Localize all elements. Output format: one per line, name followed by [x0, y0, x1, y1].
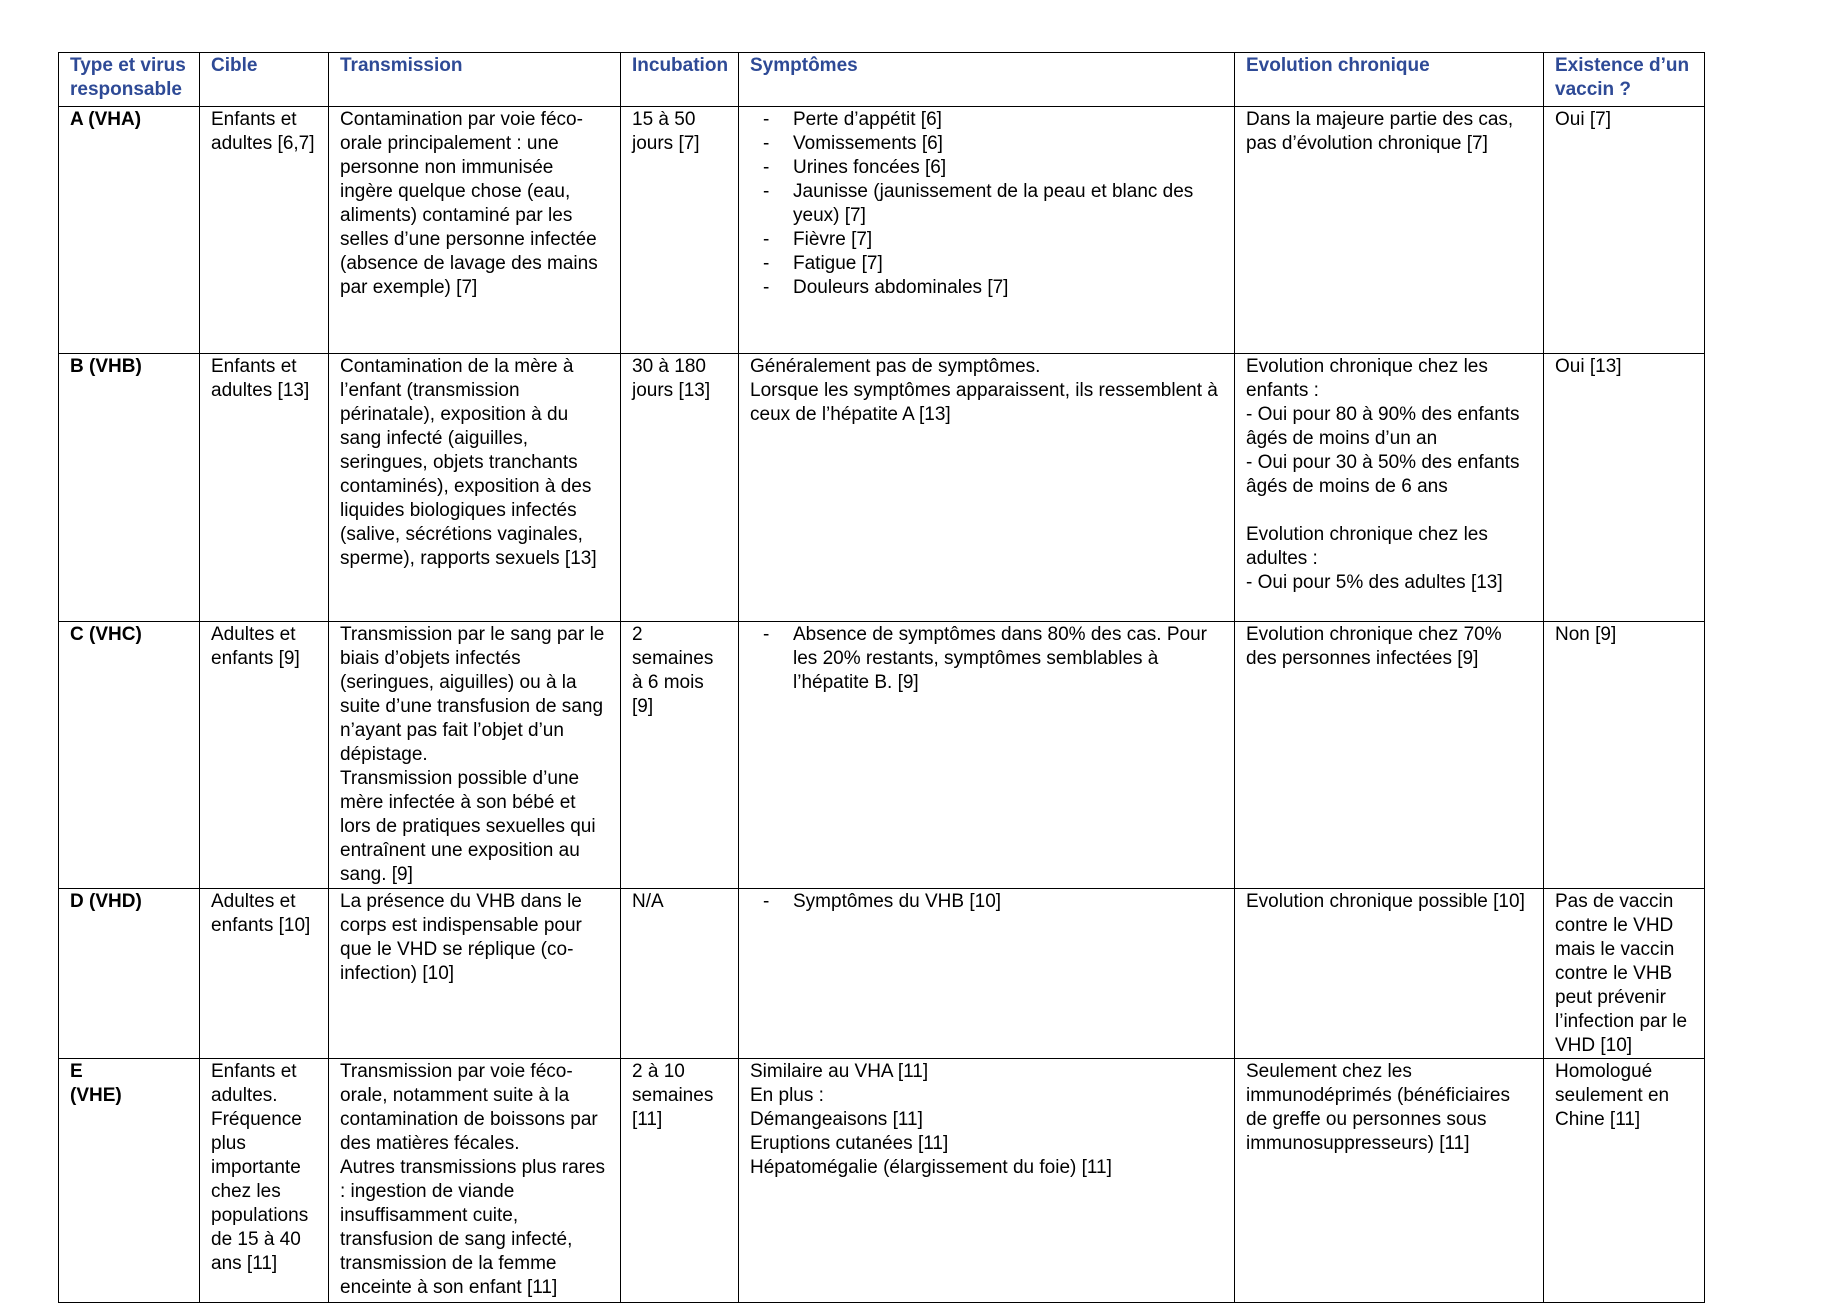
symptom-item: - Douleurs abdominales [7]: [763, 276, 1223, 300]
cell-incubation: 30 à 180 jours [13]: [621, 354, 739, 622]
cell-incubation: 2 à 10 semaines [11]: [621, 1059, 739, 1303]
transmission-text: Contamination de la mère à l’enfant (transmission périnatale), exposition à du sang infecté (aiguilles, seringues, objets tranchants contaminés), exposition à des liquides biologiques infectés (salive, sécrétions vaginales, sperme), rapports sexuels [13]: [340, 356, 597, 569]
cell-incubation: 15 à 50 jours [7]: [621, 107, 739, 354]
symptom-item: - Symptômes du VHB [10]: [763, 890, 1223, 914]
header-evolution: Evolution chronique: [1235, 53, 1544, 107]
cell-vaccin: Oui [13]: [1544, 354, 1705, 622]
type-label: B (VHB): [70, 356, 142, 377]
cell-transmission: [329, 107, 621, 354]
table-body: [59, 107, 1705, 1303]
cell-symptomes: [739, 354, 1235, 622]
cell-type: [59, 354, 200, 622]
transmission-text: Transmission par voie féco-orale, notamment suite à la contamination de boissons par des matières fécales. Autres transmissions plus rares : ingestion de viande insuffisamment cuite, transfusion de sang infecté, transmission de la femme enceinte à son enfant [11]: [340, 1061, 606, 1298]
table-row: [59, 889, 1705, 1059]
header-vaccin: Existence d’un vaccin ?: [1544, 53, 1705, 107]
symptom-item: - Fatigue [7]: [763, 252, 1223, 276]
symptom-line: Lorsque les symptômes apparaissent, ils ressemblent à ceux de l’hépatite A [13]: [750, 380, 1218, 425]
cell-symptomes: [739, 622, 1235, 889]
cell-vaccin: Pas de vaccin contre le VHD mais le vaccin contre le VHB peut prévenir l’infection par le VHD [10]: [1544, 889, 1705, 1059]
cell-cible: Adultes et enfants [10]: [200, 889, 329, 1059]
cell-type: [59, 107, 200, 354]
cell-cible: Enfants et adultes. Fréquence plus importante chez les populations de 15 à 40 ans [11]: [200, 1059, 329, 1303]
cell-symptomes: [739, 107, 1235, 354]
cell-type: [59, 622, 200, 889]
header-cible: Cible: [200, 53, 329, 107]
header-type: Type et virus responsable: [59, 53, 200, 107]
header-row: [59, 53, 1705, 107]
table-row: [59, 107, 1705, 354]
symptom-list: [750, 108, 1223, 300]
symptom-item: - Jaunisse (jaunissement de la peau et blanc des yeux) [7]: [763, 180, 1223, 228]
cell-vaccin: Homologué seulement en Chine [11]: [1544, 1059, 1705, 1303]
symptom-item: - Vomissements [6]: [763, 132, 1223, 156]
symptom-item: - Perte d’appétit [6]: [763, 108, 1223, 132]
evolution-paragraph: Evolution chronique chez les adultes : - Oui pour 5% des adultes [13]: [1246, 524, 1503, 593]
header-transmission: Transmission: [329, 53, 621, 107]
evolution-paragraph: Evolution chronique chez les enfants : - Oui pour 80 à 90% des enfants âgés de moins d’un an - Oui pour 30 à 50% des enfants âgés de moins de 6 ans: [1246, 356, 1520, 497]
type-label: E (VHE): [70, 1061, 122, 1106]
symptom-line: Similaire au VHA [11]: [750, 1061, 929, 1082]
hepatitis-table: [58, 52, 1705, 1303]
cell-transmission: [329, 354, 621, 622]
cell-incubation: 2 semaines à 6 mois [9]: [621, 622, 739, 889]
symptom-list: [750, 623, 1223, 695]
header-incubation: Incubation: [621, 53, 739, 107]
table-row: [59, 354, 1705, 622]
symptom-line: Eruptions cutanées [11]: [750, 1133, 949, 1154]
cell-evolution: [1235, 1059, 1544, 1303]
type-label: A (VHA): [70, 109, 142, 130]
cell-transmission: [329, 889, 621, 1059]
type-label: C (VHC): [70, 624, 142, 645]
symptom-line: Généralement pas de symptômes.: [750, 356, 1041, 377]
cell-incubation: N/A: [621, 889, 739, 1059]
symptom-list: [750, 890, 1223, 914]
symptom-line: En plus :: [750, 1085, 824, 1106]
cell-vaccin: Non [9]: [1544, 622, 1705, 889]
symptom-item: - Absence de symptômes dans 80% des cas. Pour les 20% restants, symptômes semblables à l’hépatite B. [9]: [763, 623, 1223, 695]
evolution-paragraph: Dans la majeure partie des cas, pas d’évolution chronique [7]: [1246, 109, 1514, 154]
cell-cible: Adultes et enfants [9]: [200, 622, 329, 889]
cell-evolution: [1235, 354, 1544, 622]
cell-symptomes: [739, 889, 1235, 1059]
cell-type: [59, 889, 200, 1059]
cell-transmission: [329, 622, 621, 889]
cell-evolution: [1235, 622, 1544, 889]
transmission-text: Transmission par le sang par le biais d’objets infectés (seringues, aiguilles) ou à la suite d’une transfusion de sang n’ayant pas fait l’objet d’un dépistage. Transmission possible d’une mère infectée à son bébé et lors de pratiques sexuelles qui entraînent une exposition au sang. [9]: [340, 624, 605, 885]
table-row: [59, 1059, 1705, 1303]
transmission-text: La présence du VHB dans le corps est indispensable pour que le VHD se réplique (co-infection) [10]: [340, 891, 582, 984]
evolution-paragraph: Seulement chez les immunodéprimés (bénéficiaires de greffe ou personnes sous immunosuppresseurs) [11]: [1246, 1061, 1510, 1154]
cell-type: [59, 1059, 200, 1303]
cell-transmission: [329, 1059, 621, 1303]
symptom-line: Démangeaisons [11]: [750, 1109, 923, 1130]
cell-evolution: [1235, 889, 1544, 1059]
symptom-item: - Fièvre [7]: [763, 228, 1223, 252]
cell-symptomes: [739, 1059, 1235, 1303]
transmission-text: Contamination par voie féco-orale principalement : une personne non immunisée ingère quelque chose (eau, aliments) contaminé par les selles d’une personne infectée (absence de lavage des mains par exemple) [7]: [340, 109, 598, 298]
header-symptomes: Symptômes: [739, 53, 1235, 107]
table-row: [59, 622, 1705, 889]
evolution-paragraph: Evolution chronique possible [10]: [1246, 891, 1525, 912]
evolution-paragraph: Evolution chronique chez 70% des personnes infectées [9]: [1246, 624, 1502, 669]
cell-vaccin: Oui [7]: [1544, 107, 1705, 354]
symptom-item: - Urines foncées [6]: [763, 156, 1223, 180]
type-label: D (VHD): [70, 891, 142, 912]
cell-cible: Enfants et adultes [13]: [200, 354, 329, 622]
cell-cible: Enfants et adultes [6,7]: [200, 107, 329, 354]
paragraph-gap: [1246, 499, 1532, 523]
symptom-line: Hépatomégalie (élargissement du foie) [11]: [750, 1157, 1112, 1178]
cell-evolution: [1235, 107, 1544, 354]
